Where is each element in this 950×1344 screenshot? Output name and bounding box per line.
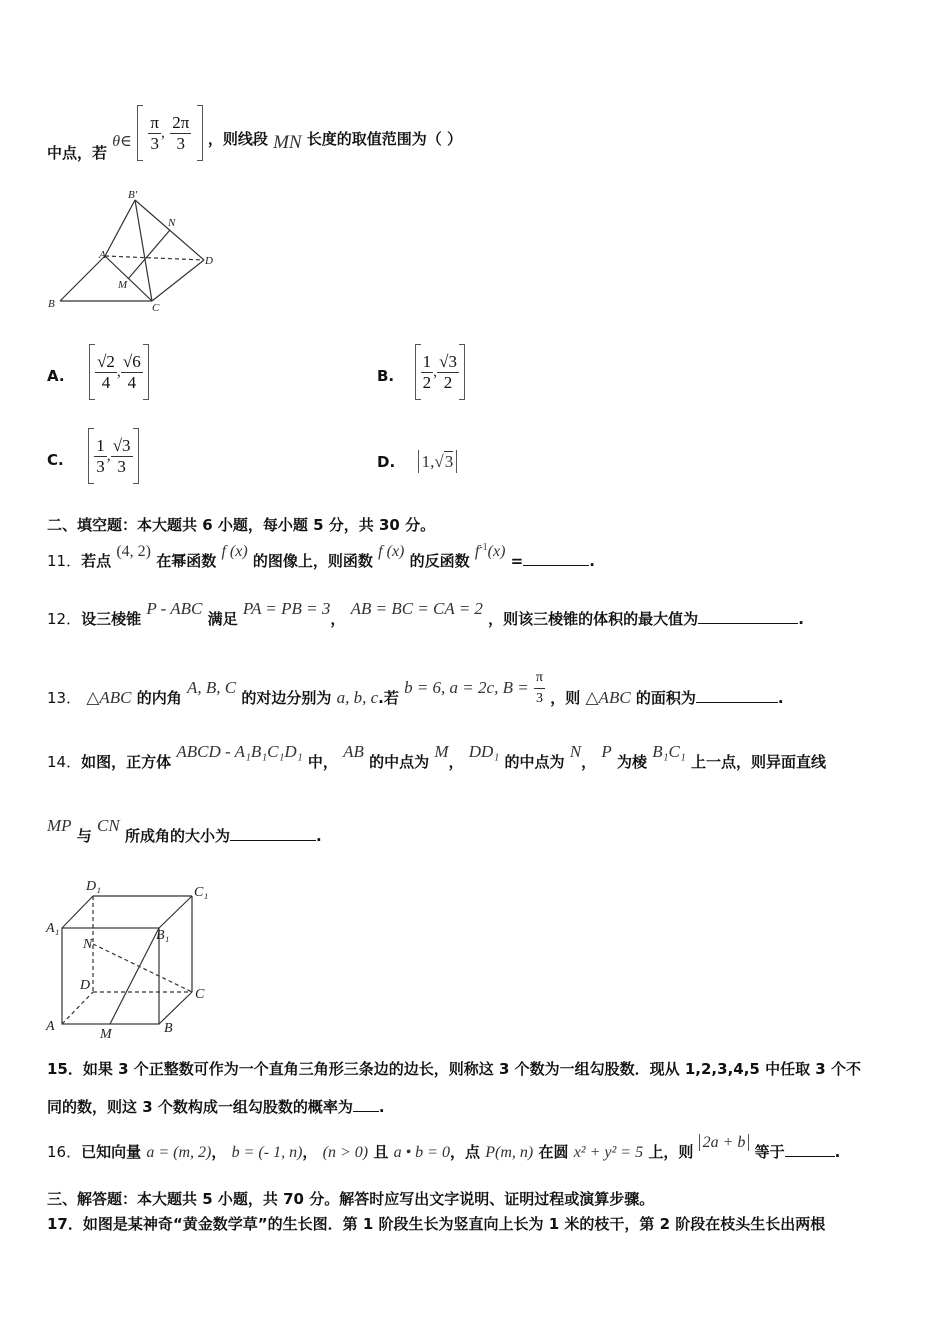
label-a: A <box>99 249 106 261</box>
segment-mn: MN <box>273 131 302 153</box>
label-c: C <box>195 987 205 1002</box>
label-n: N <box>168 217 176 229</box>
theta-in: θ∈ <box>112 132 132 150</box>
label-b: B <box>48 298 55 310</box>
segment-mb1 <box>110 928 159 1024</box>
label-m: M <box>118 279 128 291</box>
bracket-right <box>197 105 203 161</box>
label-c: C <box>152 302 160 314</box>
label-m: M <box>100 1027 112 1042</box>
question-13: 13． △ABC 的内角 A, B, C 的对边分别为 a, b, c.若 b = 6, a = 2c, B = $\frac{\pi}{3}$ ，则 △ABC 的面积为 . <box>47 670 784 707</box>
label-bprime: B′ <box>128 189 138 201</box>
option-b[interactable]: B. $\frac{1}{2}$ , $\frac{√3}{2}$ <box>377 344 465 400</box>
answer-blank-16[interactable] <box>785 1142 835 1157</box>
answer-blank-14[interactable] <box>230 826 316 841</box>
question-14-line1: 14．如图，正方体 ABCD - A₁B₁C₁D₁ 中， AB 的中点为 M， DD₁ 的中点为 N， P 为棱 B₁C₁ 上一点，则异面直线 <box>47 742 826 771</box>
question-17: 17．如图是某神奇“黄金数学草”的生长图．第 1 阶段生长为竖直向上长为 1 米的枝干，第 2 阶段在枝头生长出两根 <box>47 1215 826 1233</box>
label-d: D <box>205 255 213 267</box>
question-11: 11．若点 (4, 2) 在幂函数 f (x) 的图像上，则函数 f (x) 的反函数 $f^{-1}(x)$ = . <box>47 542 595 570</box>
answer-blank-15[interactable] <box>353 1097 379 1112</box>
edge-a1-d1 <box>62 896 93 928</box>
label-d: D <box>80 978 91 993</box>
bracket-left <box>137 105 143 161</box>
option-b-frac1: $\frac{1}{2}$ <box>422 351 432 392</box>
question-15-line2: 同的数，则这 3 个数构成一组勾股数的概率为 . <box>47 1098 385 1116</box>
figure-folded-pyramid <box>40 180 240 320</box>
label-n: N <box>83 937 93 952</box>
question-14-line2: MP 与 CN 所成角的大小为 . <box>47 816 322 845</box>
front-face <box>62 928 159 1024</box>
option-a[interactable]: A. $\frac{√2}{4}$ , $\frac{√6}{4}$ <box>47 344 149 400</box>
q10-tail-line: 中点，若 θ∈ $\frac{\pi}{3}$ , $\frac{2\pi}{3}$ ，则线段 MN 长度的取值范围为（ ） <box>47 105 462 161</box>
question-15-line1: 15．如果 3 个正整数可作为一个直角三角形三条边的边长，则称这 3 个数为一组勾股数．现从 1,2,3,4,5 中任取 3 个不 <box>47 1060 861 1078</box>
option-a-frac1: $\frac{√2}{4}$ <box>97 351 115 392</box>
figure-cube <box>40 872 230 1042</box>
fraction-pi-over-3: $\frac{\pi}{3}$ <box>535 670 543 706</box>
label-c1: C₁ <box>194 885 209 900</box>
edge-b-a <box>60 256 105 301</box>
segment-mn-line <box>128 230 170 279</box>
edge-a-d-hidden <box>105 256 204 260</box>
label-b1: B₁ <box>156 928 170 943</box>
option-c[interactable]: C. $\frac{1}{3}$ , $\frac{√3}{3}$ <box>47 428 139 484</box>
edge-b1-c1 <box>159 896 192 928</box>
section2-header: 二、填空题：本大题共 6 小题，每小题 5 分，共 30 分。 <box>47 516 436 534</box>
edge-bprime-c <box>135 200 152 301</box>
option-a-frac2: $\frac{√6}{4}$ <box>122 351 141 392</box>
answer-blank-13[interactable] <box>696 688 778 703</box>
answer-blank-11[interactable] <box>523 551 589 566</box>
edge-bprime-a <box>105 200 135 256</box>
label-a: A <box>46 1019 55 1034</box>
edge-b-c <box>159 992 192 1024</box>
option-b-frac2: $\frac{√3}{2}$ <box>439 351 457 392</box>
segment-nc-hidden <box>93 944 192 992</box>
option-c-frac1: $\frac{1}{3}$ <box>96 435 105 476</box>
fraction-lower: $\frac{\pi}{3}$ <box>150 112 160 153</box>
label-d1: D₁ <box>86 879 101 894</box>
edge-a-d-hidden <box>62 992 93 1024</box>
answer-blank-12[interactable] <box>698 609 798 624</box>
question-16: 16．已知向量 a = (m, 2)， b = (- 1, n)， (n > 0) 且 a • b = 0，点 P(m, n) 在圆 x² + y² = 5 上，则 2a + b 等于 . <box>47 1134 841 1161</box>
label-a1: A₁ <box>46 921 60 936</box>
section3-header: 三、解答题：本大题共 5 小题，共 70 分。解答时应写出文字说明、证明过程或演算步骤。 <box>47 1190 655 1208</box>
option-c-frac2: $\frac{√3}{3}$ <box>112 435 131 476</box>
option-d[interactable]: D. 1,√3 <box>377 452 457 472</box>
label-b: B <box>164 1021 173 1036</box>
fraction-upper: $\frac{2\pi}{3}$ <box>172 112 190 153</box>
edge-c-d <box>152 260 204 301</box>
question-12: 12．设三棱锥 P - ABC 满足 PA = PB = 3， AB = BC = CA = 2 ，则该三棱锥的体积的最大值为 . <box>47 599 804 628</box>
